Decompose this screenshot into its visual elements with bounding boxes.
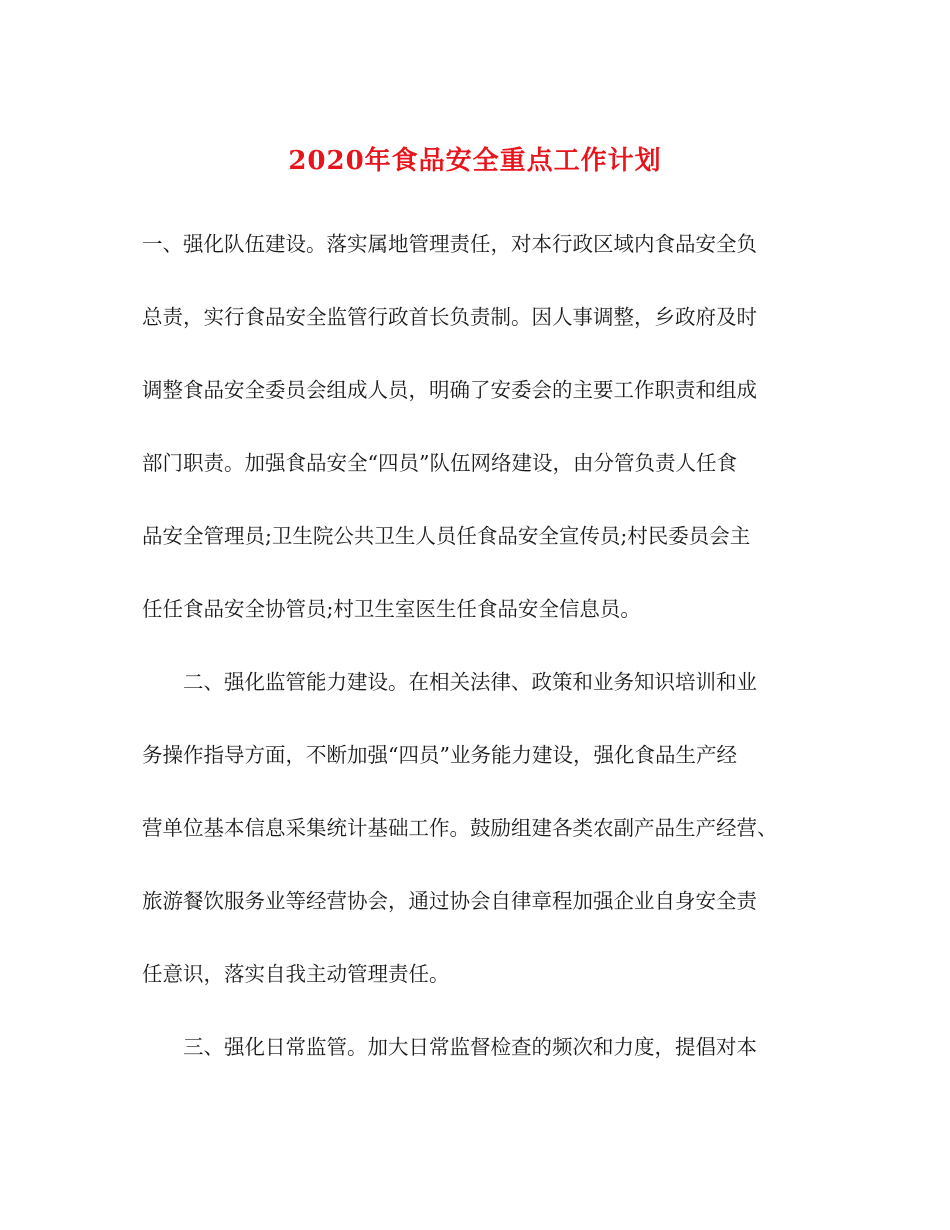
body-line: 调整食品安全委员会组成人员，明确了安委会的主要工作职责和组成 xyxy=(142,378,757,402)
body-line: 一、强化队伍建设。落实属地管理责任，对本行政区域内食品安全负 xyxy=(142,232,757,256)
body-line: 旅游餐饮服务业等经营协会，通过协会自律章程加强企业自身安全责 xyxy=(142,889,757,913)
body-line: 部门职责。加强食品安全“四员”队伍网络建设，由分管负责人任食 xyxy=(142,451,737,475)
body-line: 任任食品安全协管员;村卫生室医生任食品安全信息员。 xyxy=(142,597,641,621)
body-line: 营单位基本信息采集统计基础工作。鼓励组建各类农副产品生产经营、 xyxy=(142,816,778,840)
document-title: 2020年食品安全重点工作计划 xyxy=(288,146,662,176)
body-line: 总责，实行食品安全监管行政首长负责制。因人事调整，乡政府及时 xyxy=(142,305,757,329)
body-line: 任意识，落实自我主动管理责任。 xyxy=(142,962,450,986)
body-line: 务操作指导方面，不断加强“四员”业务能力建设，强化食品生产经 xyxy=(142,743,737,767)
body-line: 三、强化日常监管。加大日常监督检查的频次和力度，提倡对本 xyxy=(142,1035,757,1059)
body-line: 品安全管理员;卫生院公共卫生人员任食品安全宣传员;村民委员会主 xyxy=(142,524,751,548)
body-line: 二、强化监管能力建设。在相关法律、政策和业务知识培训和业 xyxy=(142,670,757,694)
